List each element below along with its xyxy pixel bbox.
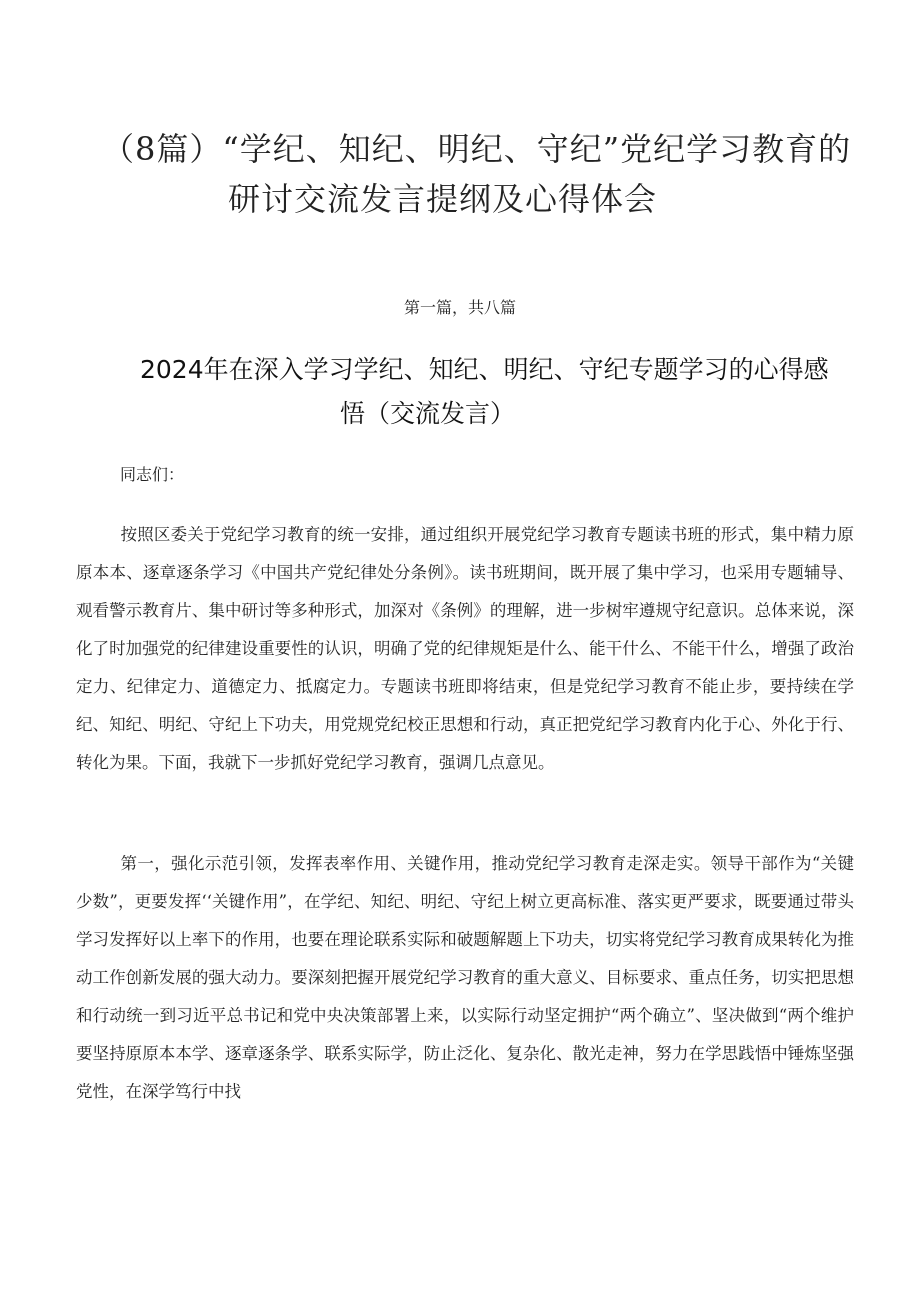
article-title-line2: 悟（交流发言） [340,399,516,428]
main-title-line2: 研讨交流发言提纲及心得体会 [228,180,658,218]
body-paragraph: 按照区委关于党纪学习教育的统一安排，通过组织开展党纪学习教育专题读书班的形式，集中精力原原本本、逐章逐条学习《中国共产党纪律处分条例》。读书班期间，既开展了集中学习，也采用专题辅导、观看警示教育片、集中研讨等多种形式，加深对《条例》的理解，进一步树牢遵规守纪意识。总体来说，深化了时加强党的纪律建设重要性的认识，明确了党的纪律规矩是什么、能干什么、不能干什么，增强了政治定力、纪律定力、道德定力、抵腐定力。专题读书班即将结束，但是党纪学习教育不能止步，要持续在学纪、知纪、明纪、守纪上下功夫，用党规党纪校正思想和行动，真正把党纪学习教育内化于心、外化于行、转化为果。下面，我就下一步抓好党纪学习教育，强调几点意见。 [76,525,854,772]
section-subtitle: 第一篇，共八篇 [403,298,516,317]
article-title-line1: 2024年在深入学习学纪、知纪、明纪、守纪专题学习的心得感 [140,355,829,384]
greeting: 同志们： [120,465,185,484]
body-paragraph: 第一，强化示范引领，发挥表率作用、关键作用，推动党纪学习教育走深走实。领导干部作为“关键少数”，更要发挥‘‘关键作用”，在学纪、知纪、明纪、守纪上树立更高标准、落实更严要求，既要通过带头学习发挥好以上率下的作用，也要在理论联系实际和破题解题上下功夫，切实将党纪学习教育成果转化为推动工作创新发展的强大动力。要深刻把握开展党纪学习教育的重大意义、目标要求、重点任务，切实把思想和行动统一到习近平总书记和党中央决策部署上来，以实际行动坚定拥护“两个确立”、坚决做到“两个维护要坚持原原本本学、逐章逐条学、联系实际学，防止泛化、复杂化、散光走神，努力在学思践悟中锤炼坚强党性，在深学笃行中找 [76,854,854,1101]
main-title-line1: （8篇）“学纪、知纪、明纪、守纪”党纪学习教育的 [102,130,852,168]
